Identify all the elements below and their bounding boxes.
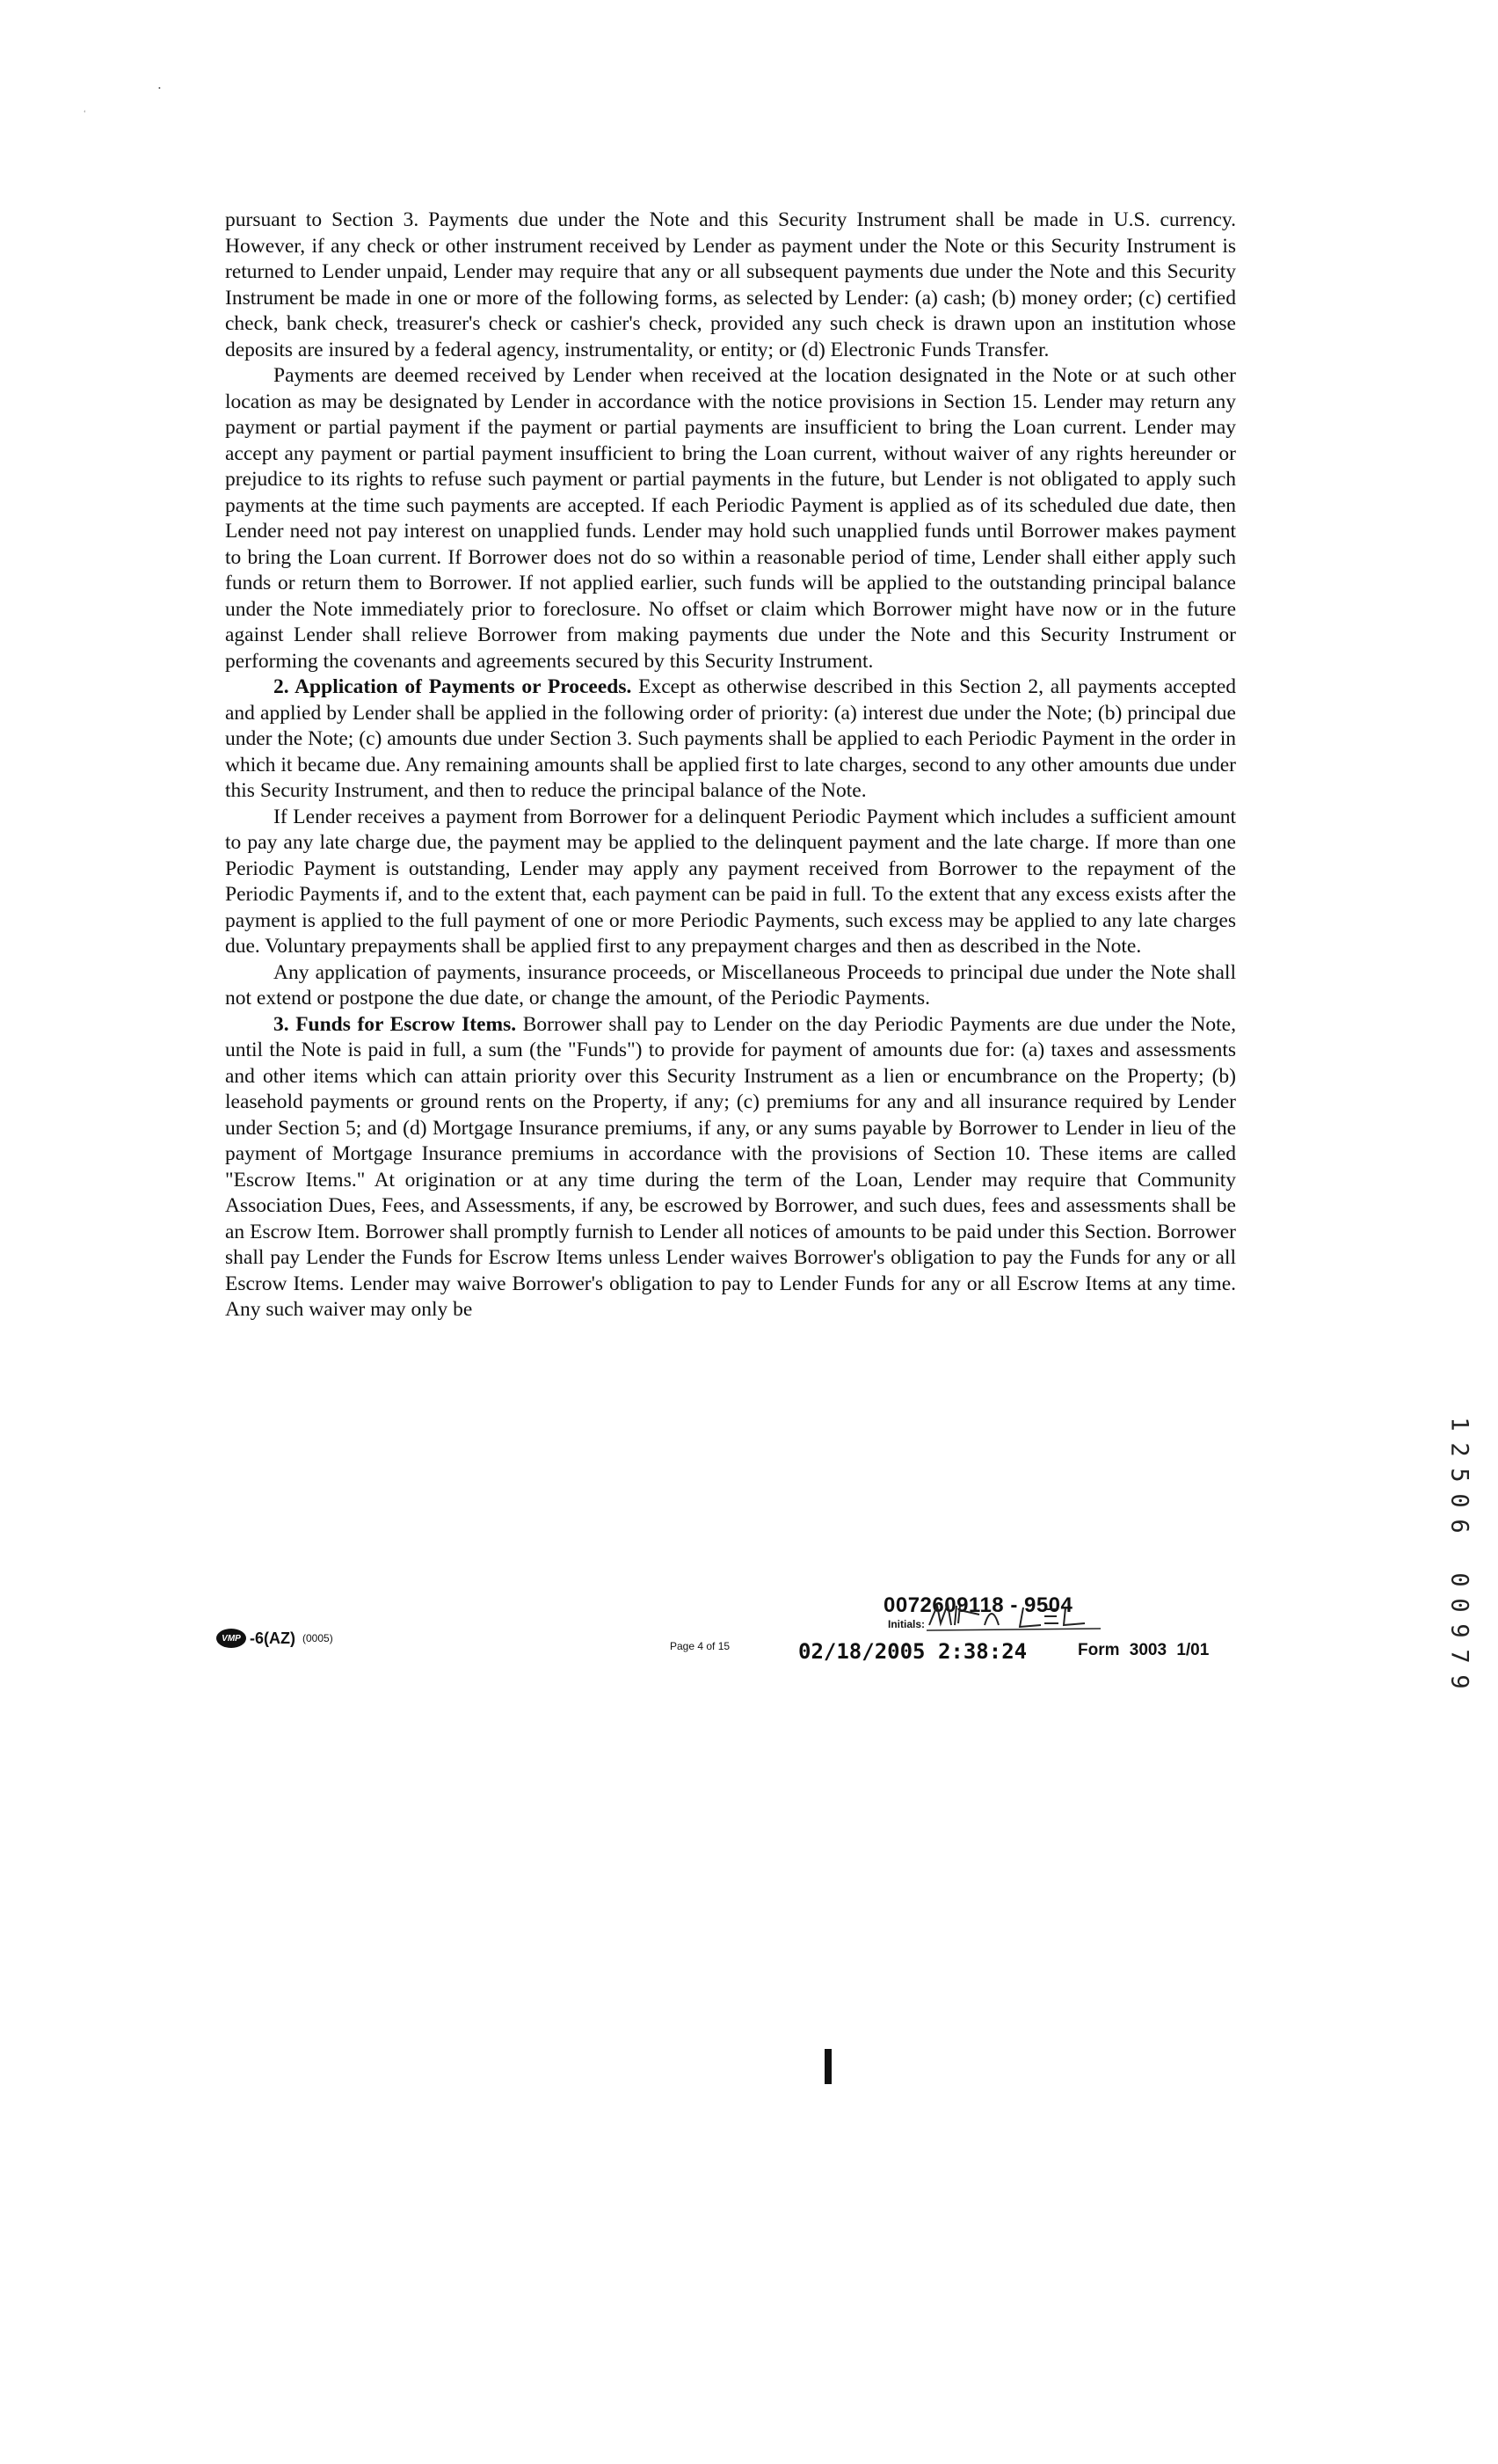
side-digit: 0 xyxy=(1445,1598,1473,1613)
form-code-version: (0005) xyxy=(302,1632,333,1644)
scan-noise-area xyxy=(0,1847,1498,2464)
vmp-logo-mark: VMP xyxy=(216,1629,246,1648)
side-digit: 0 xyxy=(1445,1493,1473,1508)
section-3 xyxy=(225,1012,1236,1323)
section-3-heading: 3. Funds for Escrow Items. xyxy=(273,1012,517,1036)
paragraph-payments-received: Payments are deemed received by Lender when received at the location designated in the Note or at such other location as may be designated by Lender in accordance with the notice provisions in Section 15. Lender may return any payment or partial payment if the payment or partial payments are insufficient to bring the Loan current. Lender may accept any payment or partial payment insufficient to bring the Loan current, without waiver of any rights hereunder or prejudice to its rights to refuse such payment or partial payments in the future, but Lender is not obligated to apply such payments at the time such payments are accepted. If each Periodic Payment is applied as of its scheduled due date, then Lender need not pay interest on unapplied funds. Lender may hold such unapplied funds until Borrower makes payment to bring the Loan current. If Borrower does not do so within a reasonable period of time, Lender shall either apply such funds or return them to Borrower. If not applied earlier, such funds will be applied to the outstanding principal balance under the Note immediately prior to foreclosure. No offset or claim which Borrower might have now or in the future against Lender shall relieve Borrower from making payments due under the Note and this Security Instrument or performing the covenants and agreements secured by this Security Instrument. xyxy=(225,364,1236,673)
paragraph-delinquent-payment: If Lender receives a payment from Borrower for a delinquent Periodic Payment which includes a sufficient amount to pay any late charge due, the payment may be applied to the delinquent payment and the late charge. If more than one Periodic Payment is outstanding, Lender may apply any payment received from Borrower to the repayment of the Periodic Payments if, and to the extent that, each payment can be paid in full. To the extent that any excess exists after the payment is applied to the full payment of one or more Periodic Payments, such excess may be applied to any late charges due. Voluntary prepayments shall be applied first to any prepayment charges and then as described in the Note. xyxy=(225,805,1236,958)
loan-number: 0072609118 - 9504 xyxy=(884,1593,1073,1617)
section-2-heading: 2. Application of Payments or Proceeds. xyxy=(273,675,632,698)
side-digit: 9 xyxy=(1445,1674,1473,1689)
print-timestamp: 02/18/2005 2:38:24 xyxy=(798,1639,1028,1664)
side-digit: 6 xyxy=(1445,1519,1473,1534)
vmp-logo xyxy=(216,1629,333,1648)
form-code: -6(AZ) xyxy=(250,1629,295,1647)
side-digit: 7 xyxy=(1445,1649,1473,1664)
scan-speck: ‘ xyxy=(84,109,86,117)
side-document-number xyxy=(1446,1411,1473,1695)
side-digit: 2 xyxy=(1445,1442,1473,1457)
side-digit: 5 xyxy=(1445,1468,1473,1483)
initials-label: Initials: xyxy=(888,1618,926,1630)
paragraph-application: Any application of payments, insurance proceeds, or Miscellaneous Proceeds to principal due under the Note shall not extend or postpone the due date, or change the amount, of the Periodic Payments. xyxy=(225,960,1236,1010)
section-2-text: Except as otherwise described in this Section 2, all payments accepted and applied by Lender shall be applied in the following order of priority: (a) interest due under the Note; (b) principal due under the Note; (c) amounts due under Section 3. Such payments shall be applied to each Periodic Payment in the order in which it became due. Any remaining amounts shall be applied first to late charges, second to any other amounts due under this Security Instrument, and then to reduce the principal balance of the Note. xyxy=(225,675,1237,802)
document-body xyxy=(225,208,1236,1323)
side-digit: 9 xyxy=(1445,1623,1473,1638)
page-number: Page 4 of 15 xyxy=(670,1640,731,1652)
paragraph-1-continued: pursuant to Section 3. Payments due under the Note and this Security Instrument shall be made in U.S. currency. However, if any check or other instrument received by Lender as payment under the Note or this Security Instrument is returned to Lender unpaid, Lender may require that any or all subsequent payments due under the Note and this Security Instrument be made in one or more of the following forms, as selected by Lender: (a) cash; (b) money order; (c) certified check, bank check, treasurer's check or cashier's check, provided any such check is drawn upon an institution whose deposits are insured by a federal agency, instrumentality, or entity; or (d) Electronic Funds Transfer. xyxy=(225,208,1236,361)
form-identifier: Form 3003 1/01 xyxy=(1078,1641,1210,1659)
section-2 xyxy=(225,674,1236,805)
initials-signature xyxy=(925,1599,1127,1634)
scan-speck: • xyxy=(158,84,161,92)
section-3-text: Borrower shall pay to Lender on the day Periodic Payments are due under the Note, until the Note is paid in full, a sum (the "Funds") to provide for payment of amounts due for: (a) taxes and assessments and other items which can attain priority over this Security Instrument as a lien or encumbrance on the Property; (b) leasehold payments or ground rents on the Property, if any; (c) premiums for any and all insurance required by Lender under Section 5; and (d) Mortgage Insurance premiums, if any, or any sums payable by Borrower to Lender in lieu of the payment of Mortgage Insurance premiums in accordance with the provisions of Section 10. These items are called "Escrow Items." At origination or at any time during the term of the Loan, Lender may require that Community Association Dues, Fees, and Assessments, if any, be escrowed by Borrower, and such dues, fees and assessments shall be an Escrow Item. Borrower shall promptly furnish to Lender all notices of amounts to be paid under this Section. Borrower shall pay Lender the Funds for Escrow Items unless Lender waives Borrower's obligation to pay the Funds for any or all Escrow Items. Lender may waive Borrower's obligation to pay to Lender Funds for any or all Escrow Items at any time. Any such waiver may only be xyxy=(225,1012,1236,1321)
side-digit: 1 xyxy=(1445,1417,1473,1432)
side-digit: 0 xyxy=(1445,1572,1473,1587)
